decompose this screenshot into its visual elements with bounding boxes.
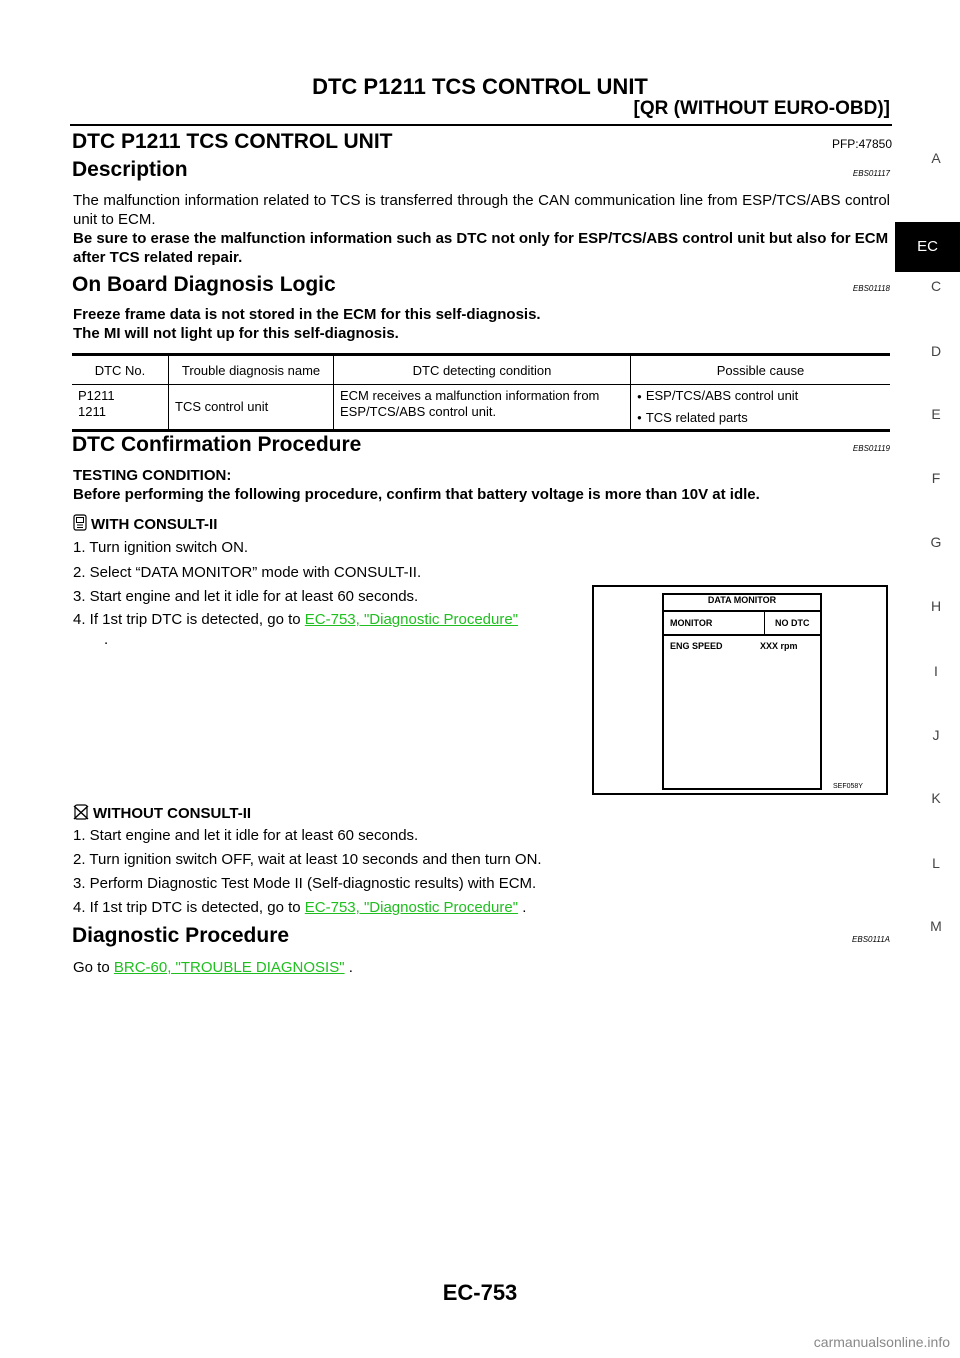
- index-tab-i[interactable]: I: [934, 663, 938, 679]
- obd-note-1: Freeze frame data is not stored in the ECM for this self-diagnosis.: [73, 306, 541, 323]
- index-tab-e[interactable]: E: [931, 406, 941, 422]
- dtc-code-num: 1211: [78, 404, 106, 419]
- index-tab-g[interactable]: G: [930, 534, 942, 550]
- page-header-title: DTC P1211 TCS CONTROL UNIT: [312, 74, 648, 99]
- obd-logic-heading: On Board Diagnosis Logic: [72, 273, 336, 296]
- description-warning: Be sure to erase the malfunction information such as DTC not only for ESP/TCS/ABS control unit but also for ECM after TCS related repair.: [73, 230, 889, 266]
- index-tab-d[interactable]: D: [930, 343, 942, 359]
- description-code: EBS01117: [852, 169, 890, 178]
- obd-logic-code: EBS01118: [852, 284, 890, 293]
- index-tab-f[interactable]: F: [931, 470, 941, 486]
- diagnostic-heading: Diagnostic Procedure: [72, 924, 290, 947]
- without-step-2: 2. Turn ignition switch OFF, wait at least 10 seconds and then turn ON.: [73, 851, 542, 868]
- diagnostic-prefix: Go to: [73, 959, 114, 976]
- col-diagnosis-name: Trouble diagnosis name: [169, 355, 334, 385]
- screen-column-divider: [764, 611, 765, 635]
- cell-diagnosis-name: TCS control unit: [169, 385, 334, 431]
- diagnostic-heading-row: [72, 924, 890, 948]
- index-tab-h[interactable]: H: [930, 598, 942, 614]
- col-dtc-no: DTC No.: [72, 355, 169, 385]
- dtc-table-header: [72, 355, 890, 385]
- without-consult-heading: [73, 803, 890, 825]
- index-tab-k[interactable]: K: [931, 790, 941, 806]
- description-paragraph: The malfunction information related to TCS is transferred through the CAN communication line from ESP/TCS/ABS control unit to ECM.: [73, 192, 890, 228]
- index-tab-ec-active[interactable]: EC: [895, 222, 960, 272]
- without-step-3: 3. Perform Diagnostic Test Mode II (Self-diagnostic results) with ECM.: [73, 875, 537, 892]
- dtc-table: [72, 353, 890, 432]
- obd-note-2: The MI will not light up for this self-diagnosis.: [73, 325, 399, 342]
- with-step-4: [73, 610, 588, 629]
- cell-dtc-no: [72, 385, 169, 431]
- trouble-diagnosis-link[interactable]: BRC-60, "TROUBLE DIAGNOSIS": [113, 959, 345, 976]
- col-possible-cause: Possible cause: [631, 355, 891, 385]
- page-header-subtitle: [QR (WITHOUT EURO-OBD)]: [633, 98, 890, 119]
- testing-condition-label: TESTING CONDITION:: [73, 467, 232, 484]
- with-step-3: 3. Start engine and let it idle for at least 60 seconds.: [73, 588, 419, 605]
- index-tab-a[interactable]: A: [931, 150, 941, 166]
- index-tab-l[interactable]: L: [932, 855, 940, 871]
- consult-device-icon: [73, 514, 87, 536]
- without-consult-label: WITHOUT CONSULT-II: [93, 804, 252, 822]
- cause-item: ● ESP/TCS/ABS control unit: [637, 388, 884, 405]
- index-tab-j[interactable]: J: [932, 727, 940, 743]
- page-number: EC-753: [442, 1280, 518, 1305]
- site-watermark: carmanualsonline.info: [813, 1334, 950, 1350]
- screen-divider: [662, 610, 822, 612]
- confirmation-heading-row: [72, 433, 890, 457]
- without-step-4-text: 4. If 1st trip DTC is detected, go to: [73, 899, 305, 916]
- screen-col-no-dtc: NO DTC: [775, 618, 810, 628]
- header-divider: [70, 124, 892, 126]
- figure-code: SEF058Y: [833, 783, 863, 790]
- description-heading: Description: [72, 158, 188, 181]
- with-step-2: 2. Select “DATA MONITOR” mode with CONSULT-II.: [73, 564, 422, 581]
- with-step-4-text: 4. If 1st trip DTC is detected, go to: [73, 611, 305, 628]
- obd-logic-heading-row: [72, 273, 890, 297]
- with-step-1: 1. Turn ignition switch ON.: [73, 539, 249, 556]
- with-consult-label: WITH CONSULT-II: [91, 515, 218, 533]
- screen-row-label: ENG SPEED: [670, 641, 723, 651]
- screen-col-monitor: MONITOR: [670, 618, 713, 628]
- index-tab-c[interactable]: C: [930, 278, 942, 294]
- diagnostic-procedure-link[interactable]: EC-753, "Diagnostic Procedure": [304, 899, 519, 916]
- without-step-4-tail: .: [518, 899, 527, 916]
- description-heading-row: [72, 158, 890, 182]
- cell-possible-cause: [631, 385, 891, 431]
- table-row: [72, 385, 890, 431]
- screen-title: DATA MONITOR: [707, 595, 777, 605]
- with-step-4-tail: .: [104, 631, 109, 648]
- screen-divider: [662, 634, 822, 636]
- testing-condition-text: Before performing the following procedure, confirm that battery voltage is more than 10V at idle.: [73, 486, 760, 503]
- main-title: DTC P1211 TCS CONTROL UNIT: [72, 130, 393, 153]
- index-tab-m[interactable]: M: [930, 918, 942, 934]
- col-detecting-condition: DTC detecting condition: [334, 355, 631, 385]
- diagnostic-procedure-link[interactable]: EC-753, "Diagnostic Procedure": [304, 611, 519, 628]
- confirmation-code: EBS01119: [852, 444, 890, 453]
- dtc-code-p: P1211: [78, 388, 115, 403]
- diagnostic-code: EBS0111A: [852, 935, 890, 944]
- cause-item: ● TCS related parts: [637, 410, 884, 427]
- with-consult-heading: [73, 514, 890, 536]
- screen-row-value: XXX rpm: [760, 641, 798, 651]
- cell-detecting-condition: ECM receives a malfunction information from ESP/TCS/ABS control unit.: [334, 385, 631, 431]
- pfp-code: PFP:47850: [831, 137, 892, 151]
- main-title-row: [72, 130, 892, 154]
- no-tools-icon: [73, 803, 89, 825]
- diagnostic-text: [73, 958, 890, 977]
- confirmation-heading: DTC Confirmation Procedure: [72, 433, 362, 456]
- without-step-4: [73, 898, 890, 917]
- without-step-1: 1. Start engine and let it idle for at least 60 seconds.: [73, 827, 419, 844]
- diagnostic-tail: .: [344, 959, 353, 976]
